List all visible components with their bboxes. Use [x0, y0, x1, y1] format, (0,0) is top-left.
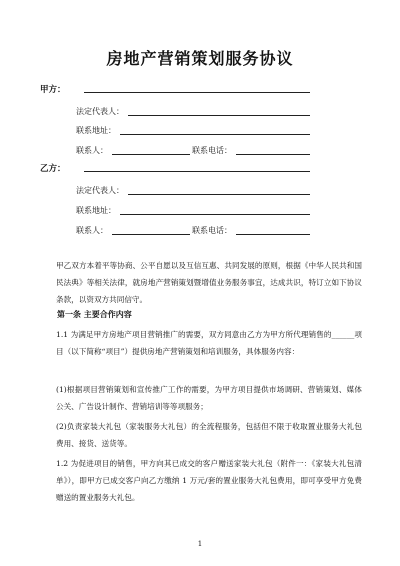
article-1-heading: 第一条 主要合作内容	[57, 309, 132, 319]
party-a-address-label: 联系地址：	[76, 126, 116, 135]
clause-1-1: 1.1 为满足甲方房地产项目营销推广的需要，双方同意由乙方为甲方所代理销售的______项目（以下简称“项目”）提供房地产营销策划和培训服务，具体服务内容：	[56, 330, 362, 357]
party-b-name-line	[84, 171, 310, 172]
party-b-address-label: 联系地址：	[76, 206, 116, 215]
party-a-phone-line	[236, 154, 310, 155]
party-b-label: 乙方：	[40, 164, 66, 174]
clause-1-2: 1.2 为促进项目的销售，甲方向其已成交的客户赠送家装大礼包（附件一：《家装大礼包清单》），即甲方已成交客户向乙方缴纳 1 万元/套的置业服务大礼包费用，即可享受甲方免费赠送的置业服务大礼包。	[56, 459, 362, 503]
party-a-name-line	[84, 92, 310, 93]
party-b-address-line	[120, 214, 310, 215]
party-a-address-line	[120, 134, 310, 135]
party-a-phone-label: 联系电话：	[192, 146, 232, 155]
party-a-label: 甲方：	[40, 85, 66, 95]
party-b-phone-line	[236, 234, 310, 235]
party-b-contact-line	[112, 234, 190, 235]
party-a-rep-label: 法定代表人：	[76, 107, 124, 116]
party-b-rep-label: 法定代表人：	[76, 186, 124, 195]
party-a-contact-label: 联系人：	[76, 146, 108, 155]
party-a-rep-line	[128, 115, 310, 116]
party-b-rep-line	[128, 194, 310, 195]
page-number: 1	[197, 540, 203, 548]
party-b-contact-label: 联系人：	[76, 226, 108, 235]
clause-1-1-item-1: (1)根据项目营销策划和宣传推广工作的需要，为甲方项目提供市场调研、营销策划、媒体公关、广告设计制作、营销培训等等项服务；	[56, 385, 362, 412]
party-a-contact-line	[112, 154, 190, 155]
document-title: 房地产营销策划服务协议	[106, 49, 294, 68]
intro-paragraph: 甲乙双方本着平等协商、公平自愿以及互信互惠、共同发展的原则，根据《中华人民共和国民法典》等相关法律，就房地产营销策划暨增值业务服务事宜，达成共识，特订立如下协议条款，以资双方共同信守。	[56, 261, 362, 305]
party-b-phone-label: 联系电话：	[192, 226, 232, 235]
clause-1-1-item-2: (2)负责家装大礼包（家装服务大礼包）的全流程服务，包括但不限于收取置业服务大礼包费用、接货、送货等。	[56, 422, 362, 449]
